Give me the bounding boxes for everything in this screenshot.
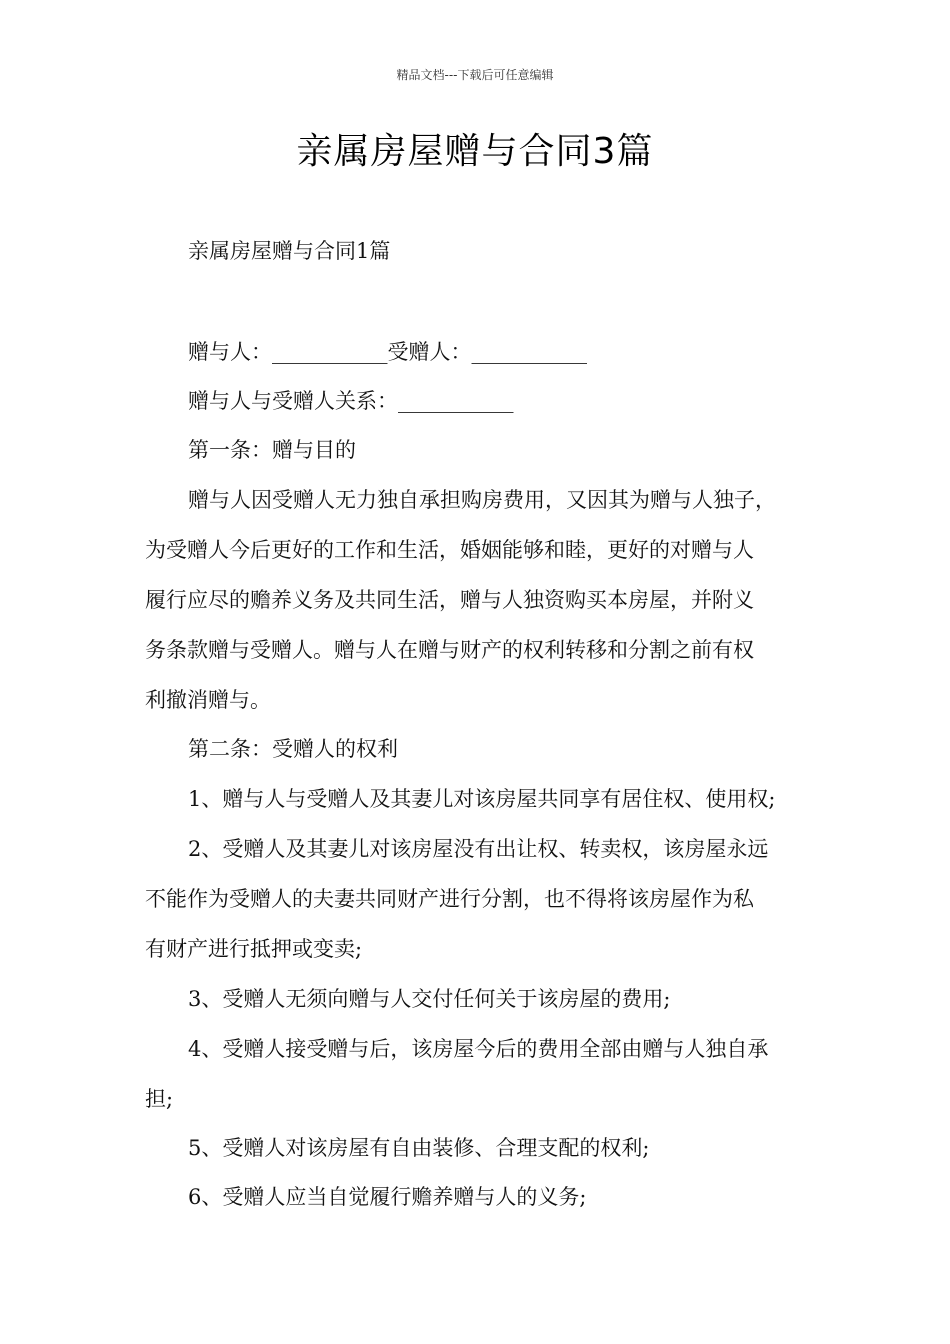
clause-item-4-line: 4、受赠人接受赠与后，该房屋今后的费用全部由赠与人独自承 (188, 1037, 769, 1061)
clause-item-3: 3、受赠人无须向赠与人交付任何关于该房屋的费用; (188, 987, 671, 1011)
clause-item-2-line: 2、受赠人及其妻儿对该房屋没有出让权、转卖权，该房屋永远 (188, 837, 769, 861)
clause-item-5: 5、受赠人对该房屋有自由装修、合理支配的权利; (188, 1136, 650, 1160)
article1-para-line: 务条款赠与受赠人。赠与人在赠与财产的权利转移和分割之前有权 (145, 638, 754, 662)
document-title: 亲属房屋赠与合同3篇 (296, 131, 654, 172)
clause-item-2-line: 有财产进行抵押或变卖; (145, 937, 363, 961)
article2-heading: 第二条：受赠人的权利 (188, 737, 398, 761)
clause-item-4-line: 担; (145, 1087, 174, 1111)
header-note: 精品文档---下载后可任意编辑 (396, 68, 554, 82)
clause-item-6: 6、受赠人应当自觉履行赡养赠与人的义务; (188, 1185, 587, 1209)
article1-para-line: 履行应尽的赡养义务及共同生活，赠与人独资购买本房屋，并附义 (145, 588, 754, 612)
clause-item-1: 1、赠与人与受赠人及其妻儿对该房屋共同享有居住权、使用权; (188, 787, 776, 811)
clause-item-2-line: 不能作为受赠人的夫妻共同财产进行分割，也不得将该房屋作为私 (145, 887, 754, 911)
parties-line: 赠与人：___________受赠人：___________ (188, 340, 587, 364)
section-subtitle: 亲属房屋赠与合同1篇 (188, 239, 391, 263)
article1-para-line: 为受赠人今后更好的工作和生活，婚姻能够和睦，更好的对赠与人 (145, 538, 754, 562)
article1-heading: 第一条：赠与目的 (188, 438, 356, 462)
relation-line: 赠与人与受赠人关系：___________ (188, 389, 514, 413)
article1-para-line: 赠与人因受赠人无力独自承担购房费用，又因其为赠与人独子， (188, 488, 776, 512)
article1-para-line: 利撤消赠与。 (145, 688, 271, 712)
